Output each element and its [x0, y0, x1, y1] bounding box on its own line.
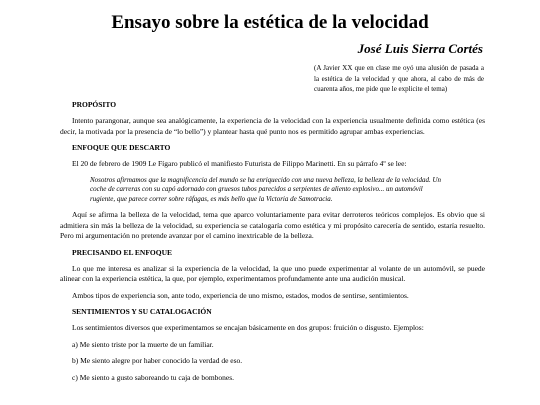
paragraph: El 20 de febrero de 1909 Le Fígaro publicó el manifiesto Futurista de Filippo Marinetti. En su párrafo 4º se lee:: [72, 159, 407, 168]
examples-list: [60, 340, 485, 384]
list-item: b) Me siento alegre por haber conocido la verdad de eso.: [72, 356, 243, 365]
paragraph: Lo que me interesa es analizar si la experiencia de la velocidad, la que uno puede experimentar al volante de un automóvil, se puede alinear con la experiencia estética, la que, por ejemplo, experimentamos profundamente ante una audición musical.: [60, 263, 485, 283]
manifesto-quote: Nosotros afirmamos que la magnificencia del mundo se ha enriquecido con una nueva belleza, la belleza de la velocidad. Un coche de carreras con su capó adornado con gruesos tubos parecidos a serpientes de aliento explosivo... un automóvil rugiente, que parece correr sobre ráfagas, es más bello que la Victoria de Samotracia.: [90, 175, 442, 203]
dedication-note: (A Javier XX que en clase me oyó una alusión de pasada a la estética de la velocidad y que ahora, al cabo de más de cuarenta años, me pide que le explicite el tema): [314, 64, 484, 93]
list-item: a) Me siento triste por la muerte de un familiar.: [72, 339, 214, 349]
document-title: Ensayo sobre la estética de la velocidad: [111, 12, 429, 33]
section-heading-proposito: PROPÓSITO: [72, 100, 117, 109]
paragraph: Los sentimientos diversos que experimentamos se encajan básicamente en dos grupos: fruición o disgusto. Ejemplos:: [72, 323, 424, 332]
paragraph: Aquí se afirma la belleza de la velocidad, tema que aparco voluntariamente para evitar derroteros teóricos complejos. Es obvio que si admitiera sin más la belleza de la velocidad, su experiencia se catalogaría como estética y mi propósito carecería de sentido, estaría resuelto. Pero mi argumentación no pretende avanzar por el camino inextricable de la belleza.: [60, 210, 485, 240]
section-heading-sentimientos: SENTIMIENTOS Y SU CATALOGACIÓN: [72, 307, 212, 316]
document-body: [60, 100, 485, 389]
author-name: José Luis Sierra Cortés: [357, 41, 483, 56]
paragraph: Ambos tipos de experiencia son, ante todo, experiencia de uno mismo, estados, modos de sentirse, sentimientos.: [72, 290, 409, 300]
section-heading-enfoque: ENFOQUE QUE DESCARTO: [72, 143, 171, 152]
paragraph: Intento parangonar, aunque sea analógicamente, la experiencia de la velocidad con la experiencia usualmente definida como estética (es decir, la motivada por la presencia de “lo bello”) y plantear hasta qué punto nos es permitido agrupar ambas experiencias.: [60, 116, 485, 136]
list-item: c) Me siento a gusto saboreando tu caja de bombones.: [72, 372, 235, 382]
section-heading-precisando: PRECISANDO EL ENFOQUE: [72, 247, 173, 257]
